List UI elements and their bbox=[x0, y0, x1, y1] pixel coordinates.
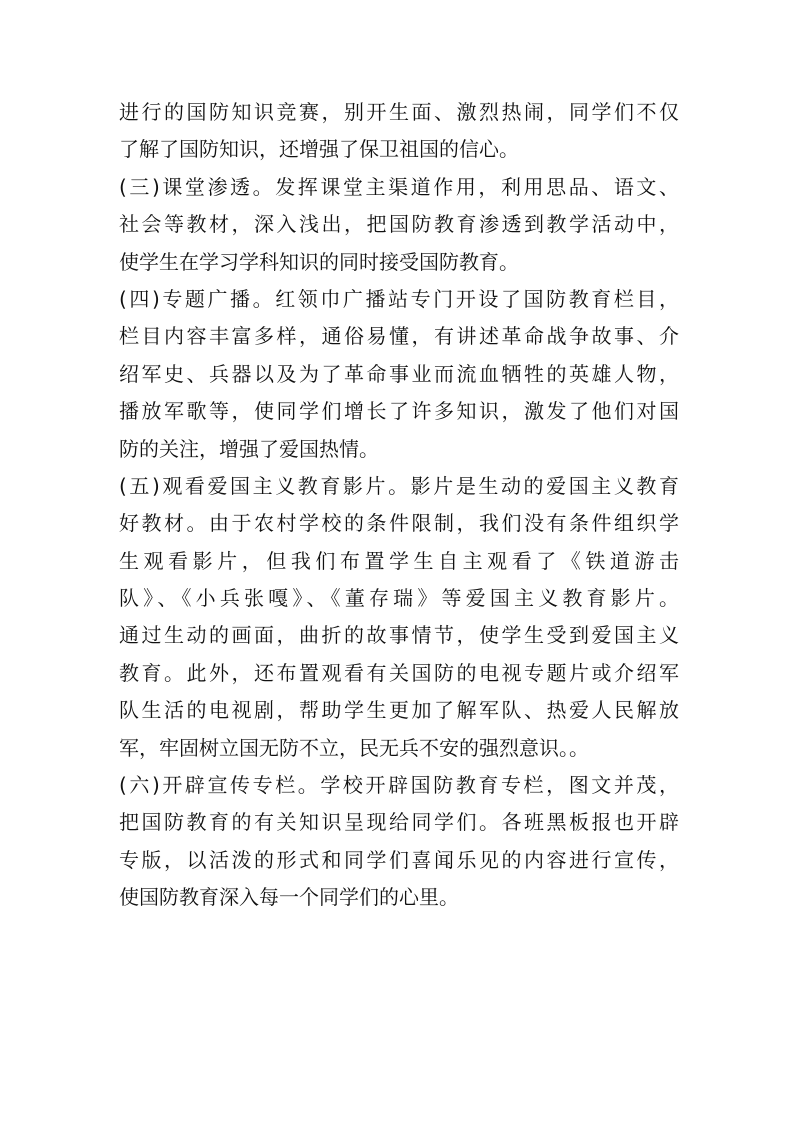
text-line: 队生活的电视剧，帮助学生更加了解军队、热爱人民解放 bbox=[119, 698, 679, 723]
text-line: 使学生在学习学科知识的同时接受国防教育。 bbox=[119, 249, 519, 274]
text-line: 好教材。由于农村学校的条件限制，我们没有条件组织学 bbox=[119, 511, 679, 536]
text-line: 生观看影片，但我们布置学生自主观看了《铁道游击 bbox=[119, 548, 679, 573]
text-line: 把国防教育的有关知识呈现给同学们。各班黑板报也开辟 bbox=[119, 810, 679, 835]
text-line: 通过生动的画面，曲折的故事情节，使学生受到爱国主义 bbox=[119, 623, 679, 648]
text-line: 使国防教育深入每一个同学们的心里。 bbox=[119, 885, 459, 910]
section-heading-line: (五)观看爱国主义教育影片。影片是生动的爱国主义教育 bbox=[119, 473, 679, 498]
section-heading-line: (四)专题广播。红领巾广播站专门开设了国防教育栏目， bbox=[119, 286, 679, 311]
text-line: 教育。此外，还布置观看有关国防的电视专题片或介绍军 bbox=[119, 660, 679, 685]
text-line: 了解了国防知识，还增强了保卫祖国的信心。 bbox=[119, 137, 519, 162]
text-line: 栏目内容丰富多样，通俗易懂，有讲述革命战争故事、介 bbox=[119, 324, 679, 349]
section-heading-line: (三)课堂渗透。发挥课堂主渠道作用，利用思品、语文、 bbox=[119, 174, 679, 199]
text-line: 进行的国防知识竞赛，别开生面、激烈热闹，同学们不仅 bbox=[119, 100, 679, 124]
section-heading-line: (六)开辟宣传专栏。学校开辟国防教育专栏，图文并茂， bbox=[119, 773, 679, 798]
text-line: 队》、《小兵张嘎》、《董存瑞》等爱国主义教育影片。 bbox=[119, 586, 679, 611]
text-line: 防的关注，增强了爱国热情。 bbox=[119, 436, 379, 461]
text-line: 专版，以活泼的形式和同学们喜闻乐见的内容进行宣传， bbox=[119, 847, 679, 872]
document-body bbox=[119, 94, 679, 917]
text-line: 绍军史、兵器以及为了革命事业而流血牺牲的英雄人物， bbox=[119, 361, 679, 386]
text-line: 社会等教材，深入浅出，把国防教育渗透到教学活动中， bbox=[119, 212, 679, 237]
text-line: 播放军歌等，使同学们增长了许多知识，激发了他们对国 bbox=[119, 399, 679, 424]
text-line: 军，牢固树立国无防不立，民无兵不安的强烈意识。。 bbox=[119, 735, 589, 760]
